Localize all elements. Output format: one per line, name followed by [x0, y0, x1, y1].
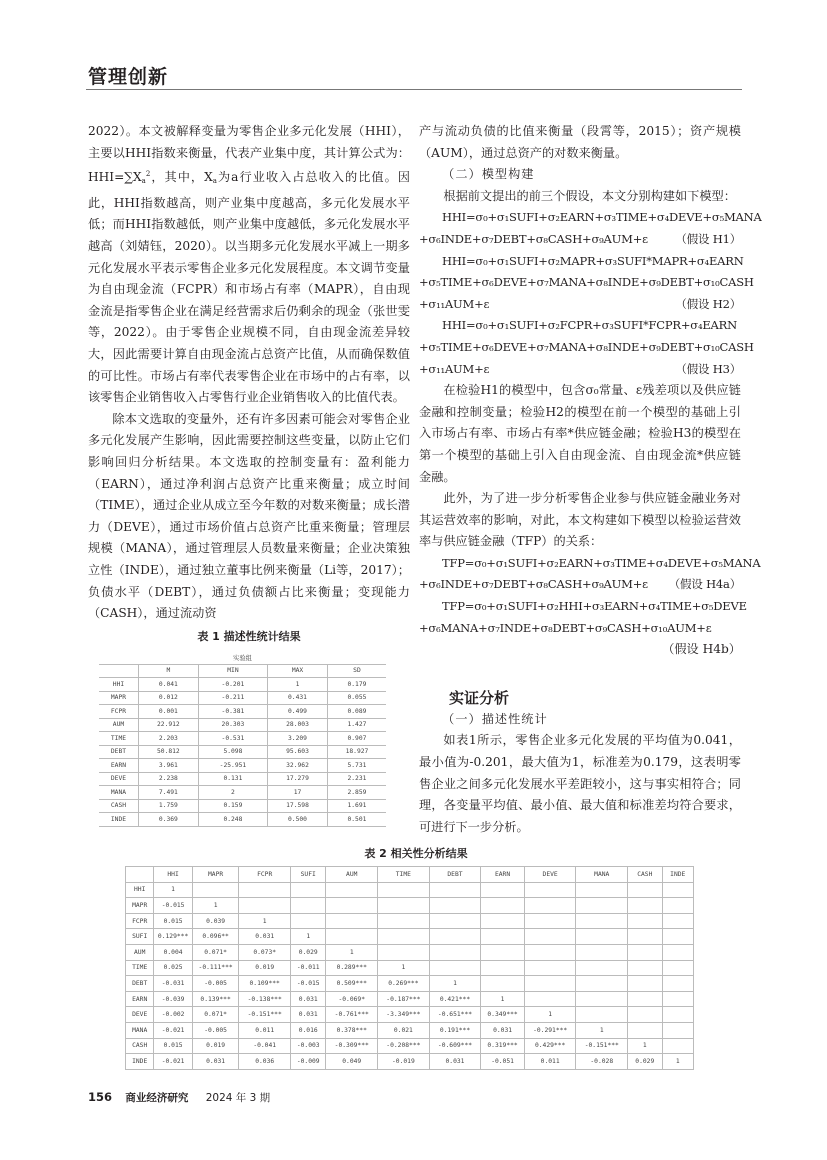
- table2-cell: -0.208***: [378, 1038, 430, 1054]
- table2-cell: [576, 944, 628, 960]
- table2-cell: [628, 1007, 662, 1023]
- table2-cell: 0.036: [239, 1054, 291, 1070]
- table2-cell: -0.041: [239, 1038, 291, 1054]
- left-column: [88, 121, 410, 625]
- table2-cell: -0.011: [291, 960, 326, 976]
- table2-cell: [326, 882, 378, 898]
- table2-cell: [239, 882, 291, 898]
- table2-cell: -0.151***: [576, 1038, 628, 1054]
- table2-cell: 0.031: [481, 1022, 525, 1038]
- table1-row: [99, 813, 386, 827]
- table1-cell: -25.951: [198, 759, 267, 773]
- table2-cell: [628, 976, 662, 992]
- table2-cell: -0.002: [154, 1007, 192, 1023]
- equation-h2-line2: +σ₅TIME+σ₆DEVE+σ₇MANA+σ₈INDE+σ₉DEBT+σ₁₀CASH: [419, 275, 754, 290]
- table2-cell: [576, 1007, 628, 1023]
- table2-cell: -0.028: [576, 1054, 628, 1070]
- table1-cell: 0.159: [198, 799, 267, 813]
- table1-cell: 18.927: [327, 745, 386, 759]
- table1-row-label: AUM: [99, 718, 138, 732]
- table2-cell: 0.029: [628, 1054, 662, 1070]
- table2-row-label: TIME: [126, 960, 154, 976]
- table2-row: [126, 960, 694, 976]
- table2-cell: 0.016: [291, 1022, 326, 1038]
- subheading-model: （二）模型构建: [442, 167, 535, 182]
- table2-cell: -0.609***: [429, 1038, 481, 1054]
- table2-caption: 表 2 相关性分析结果: [364, 847, 468, 860]
- table2-cell: [429, 960, 481, 976]
- table2-cell: [524, 991, 576, 1007]
- table1-cell: -0.201: [198, 678, 267, 692]
- table2-cell: [378, 898, 430, 914]
- table1-column-header: [99, 664, 138, 678]
- table2-cell: 0.015: [154, 1038, 192, 1054]
- table2-column-header: TIME: [378, 867, 430, 883]
- table1-row: [99, 745, 386, 759]
- table2-cell: 0.031: [291, 991, 326, 1007]
- table1-row-label: TIME: [99, 732, 138, 746]
- table2-cell: [326, 913, 378, 929]
- header-divider: [86, 89, 742, 90]
- table2-cell: [429, 898, 481, 914]
- table1-row-label: DEBT: [99, 745, 138, 759]
- subheading-descriptive: （一）描述性统计: [442, 711, 548, 726]
- table2-cell: 1: [662, 1054, 694, 1070]
- equation-h3-line2: +σ₅TIME+σ₆DEVE+σ₇MANA+σ₈INDE+σ₉DEBT+σ₁₀CASH: [419, 339, 754, 354]
- table2-row-label: CASH: [126, 1038, 154, 1054]
- table2-cell: -0.138***: [239, 991, 291, 1007]
- table2-column-header: DEVE: [524, 867, 576, 883]
- table2-cell: 1: [576, 1022, 628, 1038]
- table2-cell: [662, 1022, 694, 1038]
- table2-cell: 1: [326, 944, 378, 960]
- table2-cell: -0.015: [291, 976, 326, 992]
- table2-correlation: [125, 866, 694, 1070]
- equation-h3-line3: +σ₁₁AUM+ε （假设 H3）: [419, 359, 741, 381]
- table2-cell: [481, 944, 525, 960]
- right-column: [419, 121, 762, 838]
- table1-cell: 0.431: [268, 691, 328, 705]
- hypothesis-tag-h4a: （假设 H4a）: [668, 577, 741, 592]
- table2-cell: -0.151***: [239, 1007, 291, 1023]
- table2-cell: -0.003: [291, 1038, 326, 1054]
- table1-column-header: SD: [327, 664, 386, 678]
- table1-cell: 1.691: [327, 799, 386, 813]
- table2-cell: 0.019: [192, 1038, 239, 1054]
- table2-cell: 0.349***: [481, 1007, 525, 1023]
- table2-row: [126, 991, 694, 1007]
- table1-cell: 0.012: [138, 691, 198, 705]
- table1-row: [99, 678, 386, 692]
- equation-h2-line1: HHI=σ₀+σ₁SUFI+σ₂MAPR+σ₃SUFI*MAPR+σ₄EARN: [442, 253, 744, 268]
- table2-column-header: FCPR: [239, 867, 291, 883]
- table2-cell: [239, 898, 291, 914]
- table1-cell: 20.303: [198, 718, 267, 732]
- table1-cell: 0.907: [327, 732, 386, 746]
- table2-cell: 0.015: [154, 913, 192, 929]
- table1-cell: 2.859: [327, 786, 386, 800]
- table2-cell: [628, 898, 662, 914]
- table1-cell: 0.499: [268, 705, 328, 719]
- table1-column-header: MIN: [198, 664, 267, 678]
- equation-h3-line1: HHI=σ₀+σ₁SUFI+σ₂FCPR+σ₃SUFI*FCPR+σ₄EARN: [442, 318, 737, 333]
- table1-cell: 2: [198, 786, 267, 800]
- table1-cell: -0.211: [198, 691, 267, 705]
- table2-column-header: SUFI: [291, 867, 326, 883]
- table1-row-label: EARN: [99, 759, 138, 773]
- hypothesis-tag-h4b: （假设 H4b）: [662, 642, 741, 657]
- table1-cell: 0.055: [327, 691, 386, 705]
- table2-cell: [628, 882, 662, 898]
- equation-h1-line2: +σ₆INDE+σ₇DEBT+σ₈CASH+σ₉AUM+ε （假设 H1）: [419, 229, 741, 251]
- table2-cell: [628, 944, 662, 960]
- table2-cell: -0.009: [291, 1054, 326, 1070]
- table2-row: [126, 1007, 694, 1023]
- paragraph-controls: 除本文选取的变量外，还有许多因素可能会对零售企业多元化发展产生影响，因此需要控制这些变量，以防止它们影响回归分析结果。本文选取的控制变量有：盈利能力（EARN），通过净利润占总资产比重来衡量；成立时间（TIME），通过企业从成立至今年数的对数来衡量；成长潜力（DEVE），通过市场价值占总资产比重来衡量；管理层规模（MANA），通过管理层人员数量来衡量；企业决策独立性（INDE），通过独立董事比例来衡量（Li等，2017）；负债水平（DEBT），通过负债额占比来衡量；变现能力（CASH），通过流动资: [88, 411, 410, 621]
- equation-h4b-line2: +σ₆MANA+σ₇INDE+σ₈DEBT+σ₉CASH+σ₁₀AUM+ε: [419, 620, 712, 635]
- table2-cell: 0.029: [291, 944, 326, 960]
- table2-cell: -0.021: [154, 1022, 192, 1038]
- table2-cell: [524, 882, 576, 898]
- table1-row: [99, 718, 386, 732]
- table2-cell: 0.429***: [524, 1038, 576, 1054]
- table1-cell: -0.381: [198, 705, 267, 719]
- table1-cell: 17.598: [268, 799, 328, 813]
- section-title-empirical: 实证分析: [449, 688, 510, 707]
- table2-cell: 0.509***: [326, 976, 378, 992]
- table1-caption: 表 1 描述性统计结果: [197, 630, 301, 643]
- equation-h1-line1: HHI=σ₀+σ₁SUFI+σ₂EARN+σ₃TIME+σ₄DEVE+σ₅MANA: [442, 210, 762, 225]
- table2-cell: 0.011: [524, 1054, 576, 1070]
- table1-row: [99, 705, 386, 719]
- table2-column-header: AUM: [326, 867, 378, 883]
- table1-cell: 50.812: [138, 745, 198, 759]
- table2-cell: [662, 976, 694, 992]
- table2-cell: [628, 1022, 662, 1038]
- table1-row-label: CASH: [99, 799, 138, 813]
- table1-cell: 0.131: [198, 772, 267, 786]
- table2-cell: [429, 929, 481, 945]
- table1-cell: -0.531: [198, 732, 267, 746]
- table1-descriptive-stats: [99, 651, 386, 827]
- hypothesis-tag-h2: （假设 H2）: [675, 296, 741, 311]
- table2-row: [126, 898, 694, 914]
- table1-row: [99, 691, 386, 705]
- table2-column-header: INDE: [662, 867, 694, 883]
- table2-cell: [662, 913, 694, 929]
- journal-name: 商业经济研究: [125, 1092, 189, 1104]
- table2-cell: [662, 960, 694, 976]
- table2-row-label: DEBT: [126, 976, 154, 992]
- table2-column-header: CASH: [628, 867, 662, 883]
- table1-cell: 0.500: [268, 813, 328, 827]
- table2-cell: 0.031: [291, 1007, 326, 1023]
- table2-cell: -0.051: [481, 1054, 525, 1070]
- table1-column-header: M: [138, 664, 198, 678]
- table2-cell: 0.004: [154, 944, 192, 960]
- table1-cell: 95.603: [268, 745, 328, 759]
- table2-column-header: EARN: [481, 867, 525, 883]
- table2-cell: 0.071*: [192, 944, 239, 960]
- table2-row: [126, 882, 694, 898]
- table2-cell: 0.191***: [429, 1022, 481, 1038]
- table2-cell: -0.069*: [326, 991, 378, 1007]
- hypothesis-tag-h1: （假设 H1）: [675, 231, 741, 246]
- table2-cell: 1: [628, 1038, 662, 1054]
- paragraph-aum: 产与流动负债的比值来衡量（段霄等，2015）；资产规模（AUM），通过总资产的对数来衡量。: [419, 124, 741, 160]
- table2-cell: 0.109***: [239, 976, 291, 992]
- table2-cell: 1: [524, 1007, 576, 1023]
- table2-cell: [291, 882, 326, 898]
- table2-cell: [192, 882, 239, 898]
- table1-cell: 0.041: [138, 678, 198, 692]
- table2-row: [126, 1054, 694, 1070]
- table2-cell: 0.039: [192, 913, 239, 929]
- table1-row: [99, 759, 386, 773]
- table2-cell: [291, 898, 326, 914]
- table2-cell: [662, 944, 694, 960]
- table1-cell: 2.238: [138, 772, 198, 786]
- paragraph-descriptive: 如表1所示，零售企业多元化发展的平均值为0.041，最小值为-0.201，最大值为1，标准差为0.179，这表明零售企业之间多元化发展水平差距较小，这与事实相符合；同理，各变量平均值、最小值、最大值和标准差均符合要求，可进行下一步分析。: [419, 733, 741, 834]
- page-footer: [88, 1090, 270, 1105]
- table2-row-label: INDE: [126, 1054, 154, 1070]
- table2-cell: -0.309***: [326, 1038, 378, 1054]
- table1-row: [99, 786, 386, 800]
- table2-cell: 0.096**: [192, 929, 239, 945]
- table2-cell: 1: [378, 960, 430, 976]
- table2-row-label: DEVE: [126, 1007, 154, 1023]
- table1-row-label: MAPR: [99, 691, 138, 705]
- table2-cell: 0.139***: [192, 991, 239, 1007]
- table2-cell: [662, 882, 694, 898]
- paragraph-tfp: 此外，为了进一步分析零售企业参与供应链金融业务对其运营效率的影响，对此，本文构建如下模型以检验运营效率与供应链金融（TFP）的关系：: [419, 491, 741, 549]
- section-header: 管理创新: [88, 66, 169, 88]
- equation-h2-line3: +σ₁₁AUM+ε （假设 H2）: [419, 294, 741, 316]
- table2-row-label: MAPR: [126, 898, 154, 914]
- table2-column-header: [126, 867, 154, 883]
- table2-cell: [628, 929, 662, 945]
- table2-cell: -3.349***: [378, 1007, 430, 1023]
- table2-cell: [576, 960, 628, 976]
- table1-cell: 0.179: [327, 678, 386, 692]
- table2-cell: -0.005: [192, 1022, 239, 1038]
- table2-row: [126, 1038, 694, 1054]
- table2-cell: [481, 960, 525, 976]
- table2-cell: [662, 1038, 694, 1054]
- table2-column-header: MAPR: [192, 867, 239, 883]
- table2-cell: [576, 882, 628, 898]
- table2-cell: [524, 898, 576, 914]
- table1-row-label: DEVE: [99, 772, 138, 786]
- table1-cell: 3.209: [268, 732, 328, 746]
- table2-cell: -0.015: [154, 898, 192, 914]
- table2-row-label: SUFI: [126, 929, 154, 945]
- table2-cell: [378, 882, 430, 898]
- table1-row-label: INDE: [99, 813, 138, 827]
- table2-cell: [628, 991, 662, 1007]
- table2-cell: 0.011: [239, 1022, 291, 1038]
- table2-row-label: HHI: [126, 882, 154, 898]
- table2-cell: 0.021: [378, 1022, 430, 1038]
- table1-row-label: HHI: [99, 678, 138, 692]
- table2-cell: [524, 913, 576, 929]
- table1-cell: 0.501: [327, 813, 386, 827]
- table2-cell: [481, 882, 525, 898]
- table1-row-label: MANA: [99, 786, 138, 800]
- table2-cell: [481, 898, 525, 914]
- table2-column-header: MANA: [576, 867, 628, 883]
- table2-cell: [326, 929, 378, 945]
- equation-h4b-line1: TFP=σ₀+σ₁SUFI+σ₂HHI+σ₃EARN+σ₄TIME+σ₅DEVE: [442, 599, 747, 614]
- table2-cell: 0.289***: [326, 960, 378, 976]
- table1-row-label: FCPR: [99, 705, 138, 719]
- table2-cell: -0.031: [154, 976, 192, 992]
- table2-cell: [481, 913, 525, 929]
- table1-cell: 5.731: [327, 759, 386, 773]
- table1-cell: 0.001: [138, 705, 198, 719]
- table2-cell: 0.031: [429, 1054, 481, 1070]
- table2-cell: [628, 913, 662, 929]
- table2-cell: [576, 913, 628, 929]
- table2-row: [126, 944, 694, 960]
- table2-cell: 0.129***: [154, 929, 192, 945]
- table2-cell: 0.019: [239, 960, 291, 976]
- table2-cell: -0.005: [192, 976, 239, 992]
- table1-cell: 2.203: [138, 732, 198, 746]
- table1-cell: 0.248: [198, 813, 267, 827]
- table2-cell: -0.019: [378, 1054, 430, 1070]
- table1-cell: 0.369: [138, 813, 198, 827]
- table1-cell: 28.003: [268, 718, 328, 732]
- table2-cell: [662, 991, 694, 1007]
- equation-h4a-line2: +σ₆INDE+σ₇DEBT+σ₈CASH+σ₉AUM+ε （假设 H4a）: [419, 574, 741, 596]
- paragraph-model-explain: 在检验H1的模型中，包含σ₀常量、ε残差项以及供应链金融和控制变量；检验H2的模型在前一个模型的基础上引入市场占有率、市场占有率*供应链金融；检验H3的模型在第一个模型的基础上引入自由现金流、自由现金流*供应链金融。: [419, 383, 741, 484]
- table1-cell: 32.962: [268, 759, 328, 773]
- table2-row-label: MANA: [126, 1022, 154, 1038]
- table2-cell: [576, 976, 628, 992]
- table1-cell: 1: [268, 678, 328, 692]
- table1-cell: 22.912: [138, 718, 198, 732]
- issue-label: 2024 年 3 期: [205, 1092, 271, 1104]
- table1-group-header: 实验组: [99, 651, 386, 664]
- table2-row: [126, 929, 694, 945]
- table1-column-header: MAX: [268, 664, 328, 678]
- table2-cell: [576, 898, 628, 914]
- table2-cell: [429, 913, 481, 929]
- table2-row-label: FCPR: [126, 913, 154, 929]
- table2-cell: 0.031: [192, 1054, 239, 1070]
- paragraph-variables: 2022）。本文被解释变量为零售企业多元化发展（HHI），主要以HHI指数来衡量，代表产业集中度，其计算公式为：$HHI=\sum X_a^2$，其中，$X_a$为a行业收入占总收入的比值。因此，HHI指数越高，则产业集中度越高，多元化发展水平低；而HHI指数越低，则产业集中度越低，多元化发展水平越高（刘婧钰，2020）。以当期多元化发展水平减上一期多元化发展水平表示零售企业多元化发展程度。本文调节变量为自由现金流（FCPR）和市场占有率（MAPR），自由现金流是指零售企业在满足经营需求后仍剩余的现金（张世雯等，2022）。由于零售企业规模不同，自由现金流差异较大，因此需要计算自由现金流占总资产比值，从而确保数值的可比性。市场占有率代表零售企业在市场中的占有率，以该零售企业销售收入占零售行业企业销售收入的比值代表。: [88, 124, 410, 405]
- table2-cell: -0.111***: [192, 960, 239, 976]
- table2-column-header: HHI: [154, 867, 192, 883]
- table2-cell: [378, 913, 430, 929]
- table1-cell: 1.759: [138, 799, 198, 813]
- table1-row: [99, 772, 386, 786]
- table2-cell: 1: [154, 882, 192, 898]
- table2-cell: 1: [192, 898, 239, 914]
- table1-cell: 3.961: [138, 759, 198, 773]
- table2-cell: 0.071*: [192, 1007, 239, 1023]
- table1-cell: 7.491: [138, 786, 198, 800]
- table1-row: [99, 732, 386, 746]
- table2-column-header: DEBT: [429, 867, 481, 883]
- table2-cell: [662, 929, 694, 945]
- table1-cell: 0.089: [327, 705, 386, 719]
- table2-cell: [662, 898, 694, 914]
- table1-cell: 2.231: [327, 772, 386, 786]
- table2-cell: [524, 960, 576, 976]
- equation-h4a-line1: TFP=σ₀+σ₁SUFI+σ₂EARN+σ₃TIME+σ₄DEVE+σ₅MANA: [442, 555, 761, 570]
- table2-row: [126, 976, 694, 992]
- table2-cell: 1: [291, 929, 326, 945]
- table2-cell: 0.031: [239, 929, 291, 945]
- table1-row: [99, 799, 386, 813]
- table2-cell: -0.761***: [326, 1007, 378, 1023]
- table2-cell: 0.269***: [378, 976, 430, 992]
- table2-cell: 0.049: [326, 1054, 378, 1070]
- table2-cell: 0.319***: [481, 1038, 525, 1054]
- table2-row-label: AUM: [126, 944, 154, 960]
- table2-cell: [576, 929, 628, 945]
- table2-cell: 1: [239, 913, 291, 929]
- table1-cell: 17: [268, 786, 328, 800]
- table2-cell: [326, 898, 378, 914]
- table2-cell: [481, 929, 525, 945]
- table2-cell: -0.187***: [378, 991, 430, 1007]
- hypothesis-tag-h3: （假设 H3）: [675, 361, 741, 376]
- table2-cell: [481, 976, 525, 992]
- table2-cell: [524, 976, 576, 992]
- paragraph-model-intro: 根据前文提出的前三个假设，本文分别构建如下模型：: [443, 188, 736, 203]
- table2-cell: 1: [429, 976, 481, 992]
- table2-row: [126, 913, 694, 929]
- table1-cell: 1.427: [327, 718, 386, 732]
- table2-cell: [429, 882, 481, 898]
- table2-cell: -0.651***: [429, 1007, 481, 1023]
- table2-cell: -0.039: [154, 991, 192, 1007]
- table2-cell: -0.291***: [524, 1022, 576, 1038]
- table2-cell: [628, 960, 662, 976]
- table2-cell: [429, 944, 481, 960]
- table2-cell: [524, 944, 576, 960]
- table2-cell: -0.021: [154, 1054, 192, 1070]
- page-number: 156: [88, 1090, 113, 1104]
- table2-cell: [576, 991, 628, 1007]
- table2-cell: [524, 929, 576, 945]
- table2-row-label: EARN: [126, 991, 154, 1007]
- table2-cell: 0.025: [154, 960, 192, 976]
- table1-cell: 17.279: [268, 772, 328, 786]
- table2-cell: 0.378***: [326, 1022, 378, 1038]
- table2-cell: [378, 929, 430, 945]
- table2-cell: [662, 1007, 694, 1023]
- table2-cell: 0.421***: [429, 991, 481, 1007]
- table2-cell: 1: [481, 991, 525, 1007]
- table2-row: [126, 1022, 694, 1038]
- table1-cell: 5.098: [198, 745, 267, 759]
- table2-cell: 0.073*: [239, 944, 291, 960]
- table2-cell: [291, 913, 326, 929]
- table2-cell: [378, 944, 430, 960]
